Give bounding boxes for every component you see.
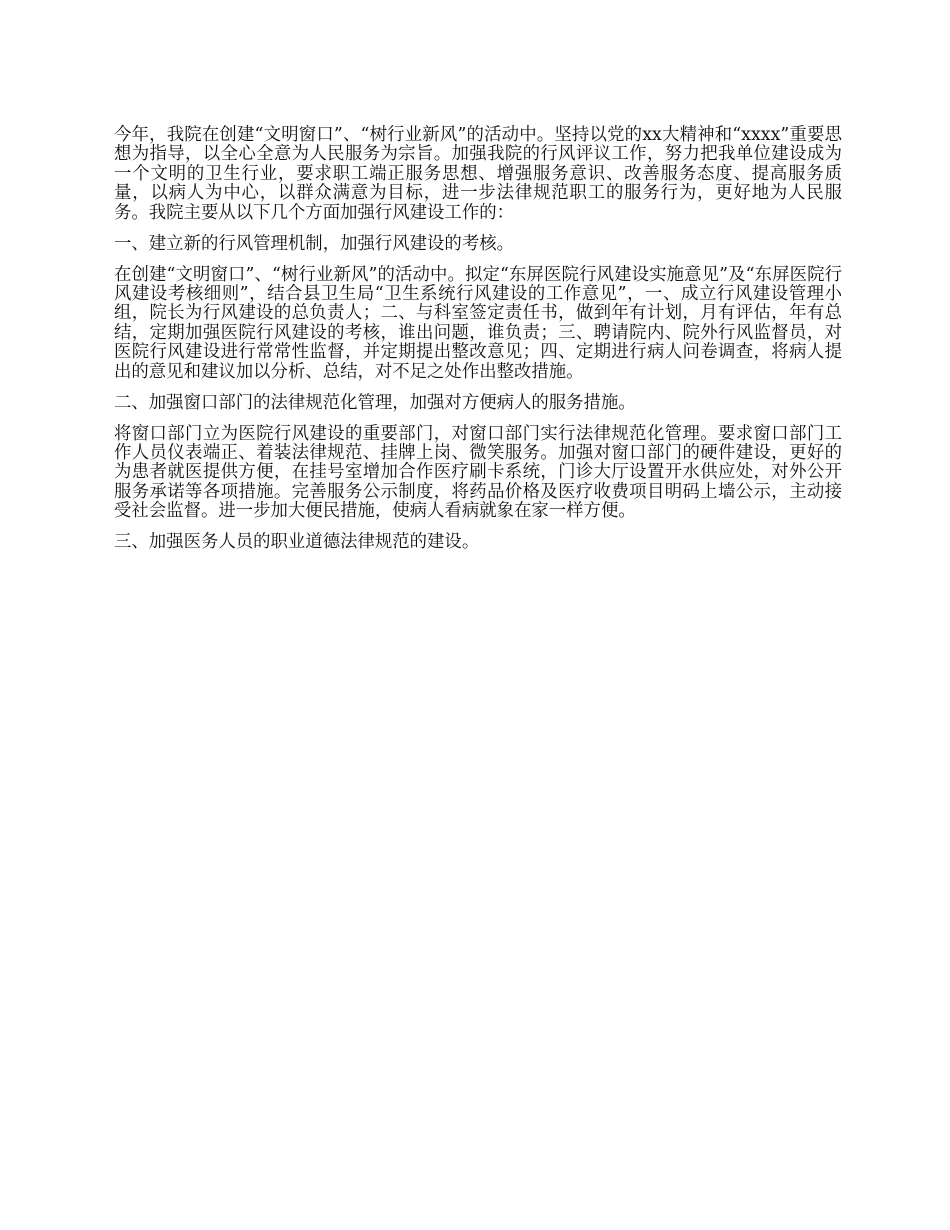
intro-paragraph: 今年，我院在创建“文明窗口”、“树行业新风”的活动中。坚持以党的xx大精神和“xxxx”重要思想为指导，以全心全意为人民服务为宗旨。加强我院的行风评议工作，努力把我单位建设成为一个文明的卫生行业，要求职工端正服务思想、增强服务意识、改善服务态度、提高服务质量，以病人为中心，以群众满意为目标，进一步法律规范职工的服务行为，更好地为人民服务。我院主要从以下几个方面加强行风建设工作的：: [114, 125, 842, 223]
document-body: [114, 126, 842, 564]
section-heading-3: 三、加强医务人员的职业道德法律规范的建设。: [114, 532, 480, 553]
section-heading-2: 二、加强窗口部门的法律规范化管理，加强对方便病人的服务措施。: [114, 392, 636, 413]
section-1-paragraph: 在创建“文明窗口”、“树行业新风”的活动中。拟定“东屏医院行风建设实施意见”及“东屏医院行风建设考核细则”，结合县卫生局“卫生系统行风建设的工作意见”，一、成立行风建设管理小组，院长为行风建设的总负责人；二、与科室签定责任书，做到年有计划，月有评估，年有总结，定期加强医院行风建设的考核，谁出问题，谁负责；三、聘请院内、院外行风监督员，对医院行风建设进行常常性监督，并定期提出整改意见；四、定期进行病人问卷调查，将病人提出的意见和建议加以分析、总结，对不足之处作出整改措施。: [114, 264, 842, 382]
section-heading-1: 一、建立新的行风管理机制，加强行风建设的考核。: [114, 233, 514, 254]
section-2-paragraph: 将窗口部门立为医院行风建设的重要部门，对窗口部门实行法律规范化管理。要求窗口部门工作人员仪表端正、着装法律规范、挂牌上岗、微笑服务。加强对窗口部门的硬件建设，更好的为患者就医提供方便，在挂号室增加合作医疗刷卡系统，门诊大厅设置开水供应处，对外公开服务承诺等各项措施。完善服务公示制度，将药品价格及医疗收费项目明码上墙公示，主动接受社会监督。进一步加大便民措施，使病人看病就象在家一样方便。: [114, 423, 842, 522]
